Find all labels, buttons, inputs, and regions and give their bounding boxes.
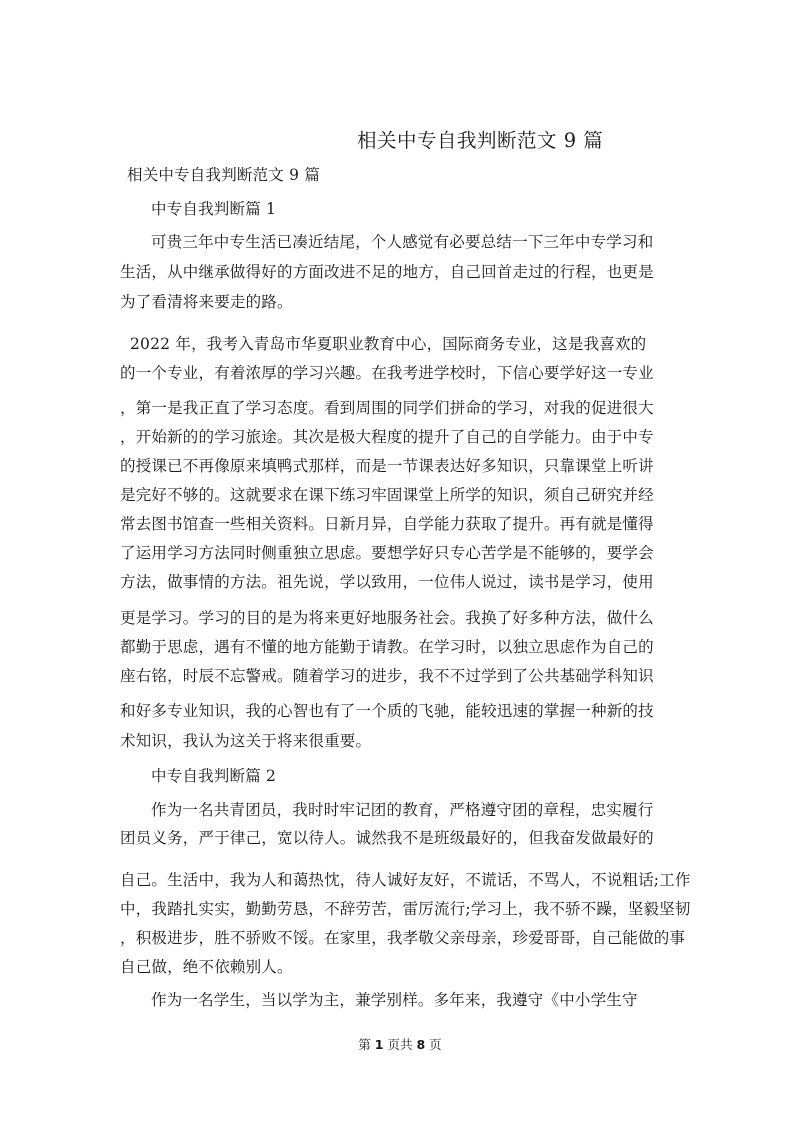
document-subtitle: 相关中专自我判断范文 9 篇	[127, 166, 321, 184]
paragraph-line: 的授课已不再像原来填鸭式那样，而是一节课表达好多知识，只靠课堂上听讲	[120, 457, 654, 475]
footer-prefix: 第	[358, 1037, 371, 1052]
paragraph-line: 作为一名学生，当以学为主，兼学别样。多年来，我遵守《中小学生守	[151, 991, 638, 1009]
section-heading-1: 中专自我判断篇 1	[151, 200, 277, 218]
paragraph-line: 生活，从中继承做得好的方面改进不足的地方，自己回首走过的行程，也更是	[120, 263, 654, 281]
footer-middle: 页共	[387, 1037, 413, 1052]
paragraph-line: 常去图书馆查一些相关资料。日新月异，自学能力获取了提升。再有就是懂得	[120, 515, 654, 533]
paragraph-line: 都勤于思虑，遇有不懂的地方能勤于请教。在学习时，以独立思虑作为自己的	[120, 638, 654, 656]
paragraph-line: 自己。生活中，我为人和蔼热忱，待人诚好友好，不谎话，不骂人，不说粗话;工作	[120, 871, 691, 889]
section-heading-2: 中专自我判断篇 2	[151, 767, 277, 785]
paragraph-line: 团员义务，严于律己，宽以待人。诚然我不是班级最好的，但我奋发做最好的	[120, 829, 654, 847]
current-page-number: 1	[374, 1037, 384, 1052]
page-footer	[0, 1037, 800, 1053]
paragraph-line: 座右铭，时辰不忘警戒。随着学习的进步，我不不过学到了公共基础学科知识	[120, 667, 654, 685]
footer-suffix: 页	[429, 1037, 442, 1052]
paragraph-line: 的一个专业，有着浓厚的学习兴趣。在我考进学校时，下信心要学好这一专业	[120, 364, 654, 382]
paragraph-line: 自己做，绝不依赖别人。	[120, 958, 293, 976]
paragraph-line: 术知识，我认为这关于将来很重要。	[120, 732, 372, 750]
paragraph-line: 和好多专业知识，我的心智也有了一个质的飞驰，能较迅速的掌握一种新的技	[120, 702, 654, 720]
paragraph-line: 是完好不够的。这就要求在课下练习牢固课堂上所学的知识，须自己研究并经	[120, 486, 654, 504]
paragraph-line: 作为一名共青团员，我时时牢记团的教育，严格遵守团的章程，忠实履行	[151, 801, 654, 819]
paragraph-line: 可贵三年中专生活已凑近结尾，个人感觉有必要总结一下三年中专学习和	[151, 233, 654, 251]
document-title: 相关中专自我判断范文 9 篇	[357, 129, 604, 152]
paragraph-line: ，积极进步，胜不骄败不馁。在家里，我孝敬父亲母亲，珍爱哥哥，自己能做的事	[120, 929, 686, 947]
paragraph-line: 中，我踏扎实实，勤勤劳恳，不辞劳苦，雷厉流行;学习上，我不骄不躁，坚毅坚韧	[120, 900, 691, 918]
paragraph-line: 了运用学习方法同时侧重独立思虑。要想学好只专心苦学是不能够的，要学会	[120, 544, 654, 562]
total-pages-number: 8	[416, 1037, 426, 1052]
paragraph-line: 更是学习。学习的目的是为将来更好地服务社会。我换了好多种方法，做什么	[120, 609, 654, 627]
paragraph-line: 方法，做事情的方法。祖先说，学以致用，一位伟人说过，读书是学习，使用	[120, 573, 654, 591]
paragraph-line: ，第一是我正直了学习态度。看到周围的同学们拼命的学习，对我的促进很大	[120, 399, 654, 417]
paragraph-line: ，开始新的的学习旅途。其次是极大程度的提升了自己的自学能力。由于中专	[120, 428, 654, 446]
paragraph-line: 为了看清将来要走的路。	[120, 293, 293, 311]
paragraph-line: 2022 年，我考入青岛市华夏职业教育中心，国际商务专业，这是我喜欢的	[130, 335, 647, 353]
